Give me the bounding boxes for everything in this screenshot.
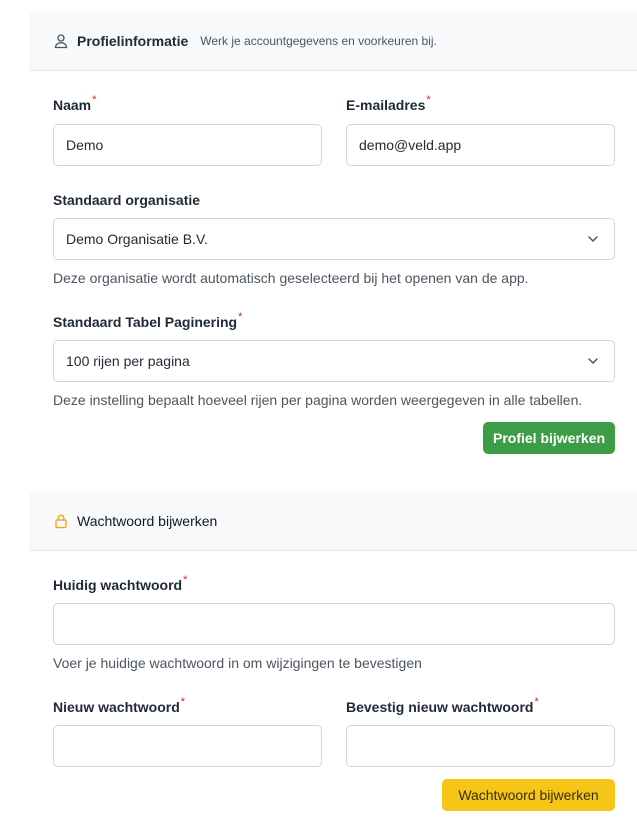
email-label — [346, 94, 431, 113]
current-password-input[interactable] — [53, 603, 615, 645]
confirm-password-label-text: Bevestig nieuw wachtwoord — [346, 699, 534, 715]
profile-section-title: Profielinformatie — [77, 32, 189, 49]
required-marker: * — [426, 94, 431, 106]
current-password-label — [53, 574, 188, 593]
organisation-label — [53, 192, 200, 208]
name-input[interactable] — [53, 124, 322, 166]
pagination-label-text: Standaard Tabel Paginering — [53, 314, 238, 330]
pagination-select[interactable] — [53, 340, 615, 382]
password-card-header — [29, 491, 637, 551]
password-section-title: Wachtwoord bijwerken — [77, 512, 218, 529]
pagination-help-text: Deze instelling bepaalt hoeveel rijen per pagina worden weergegeven in alle tabellen. — [53, 392, 583, 408]
organisation-select[interactable] — [53, 218, 615, 260]
required-marker: * — [180, 696, 186, 708]
user-icon — [53, 33, 69, 49]
required-marker: * — [238, 311, 243, 323]
new-password-input[interactable] — [53, 725, 322, 767]
chevron-down-icon — [586, 354, 600, 368]
organisation-label-text: Standaard organisatie — [53, 192, 201, 208]
name-label — [53, 94, 97, 113]
name-label-text: Naam — [53, 97, 92, 113]
required-marker: * — [92, 94, 97, 106]
update-password-button[interactable]: Wachtwoord bijwerken — [442, 779, 615, 811]
profile-card-header — [29, 11, 637, 71]
profile-section-subtitle: Werk je accountgegevens en voorkeuren bij. — [200, 33, 437, 48]
update-profile-button[interactable]: Profiel bijwerken — [483, 422, 615, 454]
organisation-help-text: Deze organisatie wordt automatisch geselecteerd bij het openen van de app. — [53, 270, 529, 286]
new-password-label — [53, 696, 186, 715]
current-password-label-text: Huidig wachtwoord — [53, 577, 183, 593]
email-input[interactable] — [346, 124, 615, 166]
organisation-select-value: Demo Organisatie B.V. — [66, 231, 208, 247]
chevron-down-icon — [586, 232, 600, 246]
confirm-password-input[interactable] — [346, 725, 615, 767]
new-password-label-text: Nieuw wachtwoord — [53, 699, 180, 715]
lock-icon — [53, 513, 69, 529]
required-marker: * — [534, 696, 539, 708]
required-marker: * — [183, 574, 188, 586]
pagination-select-value: 100 rijen per pagina — [66, 353, 190, 369]
confirm-password-label — [346, 696, 539, 715]
pagination-label — [53, 311, 243, 330]
current-password-help-text: Voer je huidige wachtwoord in om wijzigingen te bevestigen — [53, 655, 422, 671]
email-label-text: E-mailadres — [346, 97, 426, 113]
